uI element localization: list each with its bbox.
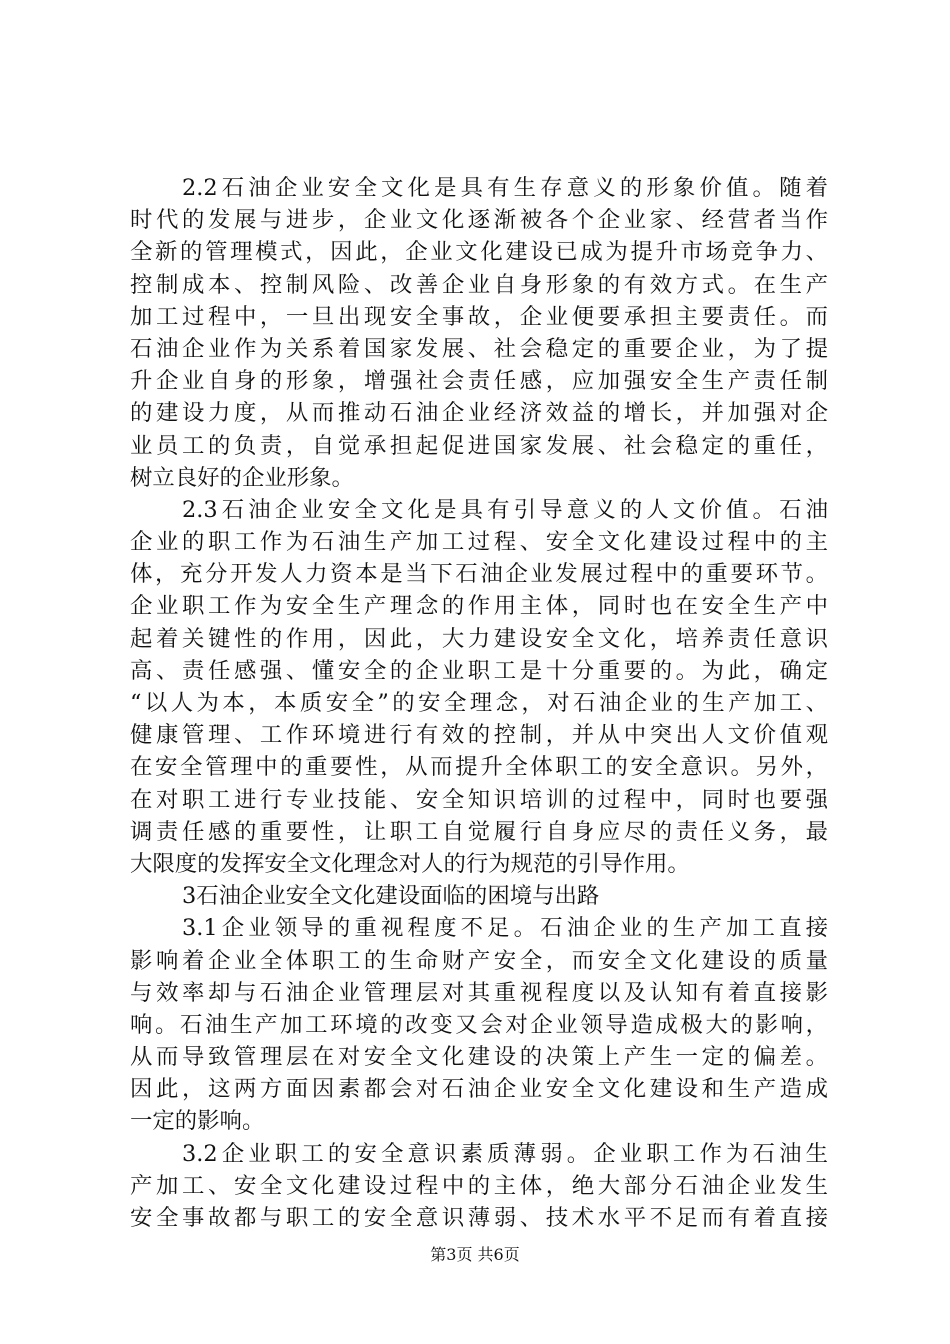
paragraph-3-2-line: 安全事故都与职工的安全意识薄弱、技术水平不足而有着直接	[130, 1205, 828, 1231]
paragraph-2-3-line: 高、责任感强、懂安全的企业职工是十分重要的。为此，确定	[130, 657, 828, 684]
paragraph-3-1-line: 与效率却与石油企业管理层对其重视程度以及认知有着直接影	[130, 979, 828, 1006]
paragraph-2-2-line: 控制成本、控制风险、改善企业自身形象的有效方式。在生产	[130, 271, 828, 298]
paragraph-2-3-line: 大限度的发挥安全文化理念对人的行为规范的引导作用。	[130, 850, 690, 877]
paragraph-2-3-line: 在对职工进行专业技能、安全知识培训的过程中，同时也要强	[130, 786, 828, 813]
paragraph-2-3-line: 体，充分开发人力资本是当下石油企业发展过程中的重要环节。	[130, 561, 828, 588]
paragraph-2-2-line: 石油企业作为关系着国家发展、社会稳定的重要企业，为了提	[130, 335, 828, 362]
paragraph-2-2-line: 2.2石油企业安全文化是具有生存意义的形象价值。随着	[182, 175, 828, 201]
paragraph-2-2-line: 升企业自身的形象，增强社会责任感，应加强安全生产责任制	[130, 368, 828, 395]
paragraph-2-3-line: 企业的职工作为石油生产加工过程、安全文化建设过程中的主	[130, 529, 828, 556]
paragraph-2-3-line: 企业职工作为安全生产理念的作用主体，同时也在安全生产中	[130, 593, 828, 620]
paragraph-3-2-line: 3.2企业职工的安全意识素质薄弱。企业职工作为石油生	[182, 1140, 828, 1167]
paragraph-2-3-line: “以人为本，本质安全”的安全理念，对石油企业的生产加工、	[130, 690, 828, 716]
paragraph-3-1-line: 因此，这两方面因素都会对石油企业安全文化建设和生产造成	[130, 1076, 828, 1103]
paragraph-2-3-line: 健康管理、工作环境进行有效的控制，并从中突出人文价值观	[130, 722, 828, 749]
paragraph-3-1-line: 响。石油生产加工环境的改变又会对企业领导造成极大的影响，	[130, 1011, 828, 1038]
paragraph-2-2-line: 全新的管理模式，因此，企业文化建设已成为提升市场竞争力、	[130, 239, 828, 266]
document-body	[130, 172, 828, 1234]
paragraph-3-1-line: 影响着企业全体职工的生命财产安全，而安全文化建设的质量	[130, 947, 828, 974]
paragraph-2-2-line: 的建设力度，从而推动石油企业经济效益的增长，并加强对企	[130, 400, 828, 427]
paragraph-2-3-line: 2.3石油企业安全文化是具有引导意义的人文价值。石油	[182, 496, 828, 523]
paragraph-2-2-line: 树立良好的企业形象。	[130, 464, 354, 491]
paragraph-3-1-line: 从而导致管理层在对安全文化建设的决策上产生一定的偏差。	[130, 1044, 828, 1071]
paragraph-2-3-line: 调责任感的重要性，让职工自觉履行自身应尽的责任义务，最	[130, 818, 828, 845]
paragraph-3-1-line: 一定的影响。	[130, 1108, 265, 1135]
paragraph-2-2-line: 时代的发展与进步，企业文化逐渐被各个企业家、经营者当作	[130, 207, 828, 234]
paragraph-3-2-line: 产加工、安全文化建设过程中的主体，绝大部分石油企业发生	[130, 1172, 828, 1199]
paragraph-2-2-line: 加工过程中，一旦出现安全事故，企业便要承担主要责任。而	[130, 303, 828, 330]
paragraph-2-3-line: 起着关键性的作用，因此，大力建设安全文化，培养责任意识	[130, 625, 828, 652]
page-number-footer: 第3页 共6页	[430, 1245, 520, 1264]
paragraph-2-3-line: 在安全管理中的重要性，从而提升全体职工的安全意识。另外，	[130, 754, 828, 781]
paragraph-3-1-line: 3.1企业领导的重视程度不足。石油企业的生产加工直接	[182, 915, 828, 942]
paragraph-2-2-line: 业员工的负责，自觉承担起促进国家发展、社会稳定的重任，	[130, 432, 828, 459]
section-3-heading: 3石油企业安全文化建设面临的困境与出路	[182, 883, 600, 910]
